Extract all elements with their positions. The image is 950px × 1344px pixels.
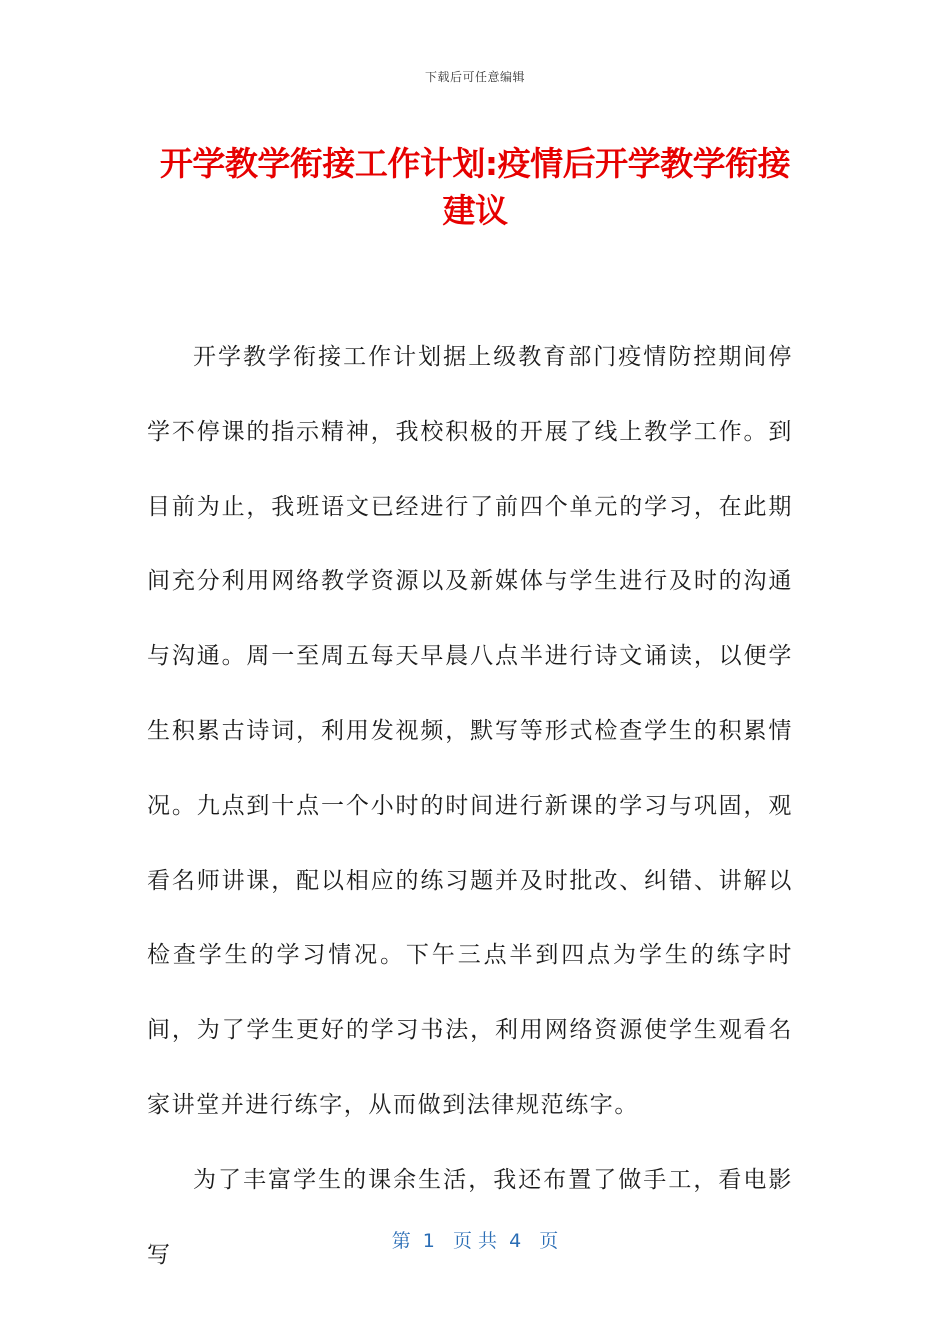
header-note: 下载后可任意编辑 [424, 70, 525, 84]
page-number-footer: 第 1 页 共 4 页 [391, 1230, 559, 1252]
paragraph: 开学教学衔接工作计划据上级教育部门疫情防控期间停学不停课的指示精神，我校积极的开展了线上教学工作。到目前为止，我班语文已经进行了前四个单元的学习，在此期间充分利用网络教学资源以及新媒体与学生进行及时的沟通与沟通。周一至周五每天早晨八点半进行诗文诵读，以便学生积累古诗词，利用发视频，默写等形式检查学生的积累情况。九点到十点一个小时的时间进行新课的学习与巩固，观看名师讲课，配以相应的练习题并及时批改、纠错、讲解以检查学生的学习情况。下午三点半到四点为学生的练字时间，为了学生更好的学习书法，利用网络资源使学生观看名家讲堂并进行练字，从而做到法律规范练字。 [147, 344, 793, 1118]
document-body [147, 320, 793, 1292]
paragraph: 为了丰富学生的课余生活，我还布置了做手工，看电影写 [147, 1166, 793, 1268]
document-title: 开学教学衔接工作计划:疫情后开学教学衔接建议 [159, 144, 791, 230]
